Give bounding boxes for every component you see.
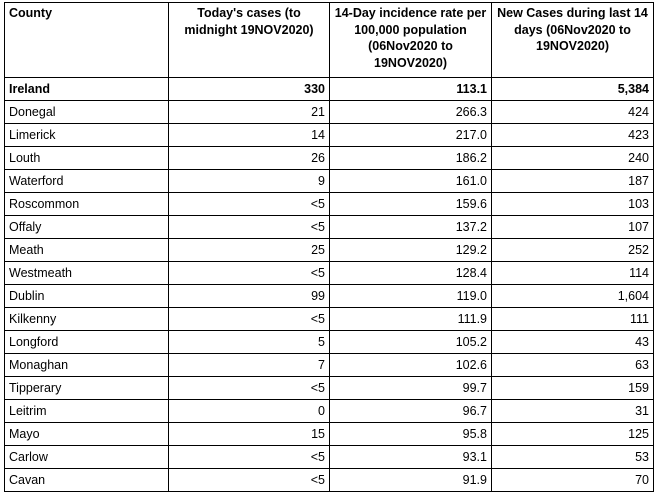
incidence-rate-cell: 102.6	[330, 354, 492, 377]
today-cases-cell: <5	[169, 216, 330, 239]
incidence-rate-cell: 95.8	[330, 423, 492, 446]
new-cases-cell: 114	[492, 262, 654, 285]
table-row	[5, 101, 654, 124]
county-cell: Donegal	[5, 101, 169, 124]
incidence-rate-cell: 129.2	[330, 239, 492, 262]
new-cases-cell: 1,604	[492, 285, 654, 308]
incidence-rate-cell: 159.6	[330, 193, 492, 216]
incidence-rate-cell: 266.3	[330, 101, 492, 124]
new-cases-cell: 70	[492, 469, 654, 492]
table-row	[5, 308, 654, 331]
today-cases-cell: <5	[169, 469, 330, 492]
today-cases-cell: 25	[169, 239, 330, 262]
county-cell: Roscommon	[5, 193, 169, 216]
county-cell: Meath	[5, 239, 169, 262]
county-cell: Ireland	[5, 78, 169, 101]
county-cell: Limerick	[5, 124, 169, 147]
table-row	[5, 446, 654, 469]
table-row	[5, 170, 654, 193]
incidence-rate-cell: 111.9	[330, 308, 492, 331]
county-cell: Dublin	[5, 285, 169, 308]
incidence-rate-cell: 93.1	[330, 446, 492, 469]
county-cell: Mayo	[5, 423, 169, 446]
new-cases-cell: 107	[492, 216, 654, 239]
new-cases-cell: 5,384	[492, 78, 654, 101]
new-cases-cell: 63	[492, 354, 654, 377]
incidence-rate-cell: 99.7	[330, 377, 492, 400]
covid-county-table	[4, 2, 654, 492]
table-row	[5, 193, 654, 216]
new-cases-cell: 187	[492, 170, 654, 193]
new-cases-cell: 53	[492, 446, 654, 469]
county-cell: Offaly	[5, 216, 169, 239]
new-cases-cell: 240	[492, 147, 654, 170]
today-cases-cell: 0	[169, 400, 330, 423]
incidence-rate-cell: 186.2	[330, 147, 492, 170]
county-cell: Westmeath	[5, 262, 169, 285]
today-cases-cell: 330	[169, 78, 330, 101]
table-body	[5, 78, 654, 492]
county-cell: Waterford	[5, 170, 169, 193]
today-cases-cell: <5	[169, 308, 330, 331]
header-incidence-rate: 14-Day incidence rate per 100,000 population (06Nov2020 to 19NOV2020)	[330, 3, 492, 78]
county-cell: Carlow	[5, 446, 169, 469]
incidence-rate-cell: 113.1	[330, 78, 492, 101]
today-cases-cell: 21	[169, 101, 330, 124]
new-cases-cell: 424	[492, 101, 654, 124]
today-cases-cell: 99	[169, 285, 330, 308]
county-cell: Cavan	[5, 469, 169, 492]
new-cases-cell: 125	[492, 423, 654, 446]
table-row	[5, 377, 654, 400]
new-cases-cell: 159	[492, 377, 654, 400]
today-cases-cell: 9	[169, 170, 330, 193]
today-cases-cell: 14	[169, 124, 330, 147]
table-row	[5, 239, 654, 262]
incidence-rate-cell: 91.9	[330, 469, 492, 492]
new-cases-cell: 111	[492, 308, 654, 331]
table-row	[5, 216, 654, 239]
incidence-rate-cell: 217.0	[330, 124, 492, 147]
header-new-cases: New Cases during last 14 days (06Nov2020 to 19NOV2020)	[492, 3, 654, 78]
new-cases-cell: 423	[492, 124, 654, 147]
county-cell: Leitrim	[5, 400, 169, 423]
new-cases-cell: 43	[492, 331, 654, 354]
new-cases-cell: 31	[492, 400, 654, 423]
header-today-cases: Today's cases (to midnight 19NOV2020)	[169, 3, 330, 78]
incidence-rate-cell: 96.7	[330, 400, 492, 423]
table-row	[5, 147, 654, 170]
county-cell: Kilkenny	[5, 308, 169, 331]
county-cell: Longford	[5, 331, 169, 354]
incidence-rate-cell: 137.2	[330, 216, 492, 239]
total-row	[5, 78, 654, 101]
header-county: County	[5, 3, 169, 78]
table-row	[5, 331, 654, 354]
table-row	[5, 285, 654, 308]
today-cases-cell: <5	[169, 193, 330, 216]
today-cases-cell: <5	[169, 262, 330, 285]
today-cases-cell: 7	[169, 354, 330, 377]
county-cell: Tipperary	[5, 377, 169, 400]
new-cases-cell: 252	[492, 239, 654, 262]
table-row	[5, 423, 654, 446]
incidence-rate-cell: 161.0	[330, 170, 492, 193]
table-row	[5, 354, 654, 377]
incidence-rate-cell: 105.2	[330, 331, 492, 354]
table-row	[5, 262, 654, 285]
today-cases-cell: <5	[169, 377, 330, 400]
table-row	[5, 124, 654, 147]
table-row	[5, 400, 654, 423]
table-row	[5, 469, 654, 492]
new-cases-cell: 103	[492, 193, 654, 216]
today-cases-cell: 15	[169, 423, 330, 446]
county-cell: Monaghan	[5, 354, 169, 377]
today-cases-cell: 5	[169, 331, 330, 354]
incidence-rate-cell: 119.0	[330, 285, 492, 308]
incidence-rate-cell: 128.4	[330, 262, 492, 285]
county-cell: Louth	[5, 147, 169, 170]
today-cases-cell: 26	[169, 147, 330, 170]
today-cases-cell: <5	[169, 446, 330, 469]
header-row	[5, 3, 654, 78]
